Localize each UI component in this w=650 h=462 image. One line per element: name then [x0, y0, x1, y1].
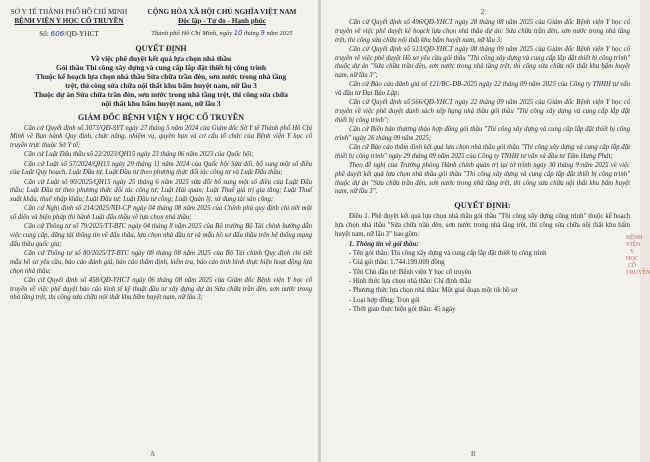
- page-letter: B: [471, 450, 476, 458]
- hospital-name: BỆNH VIỆN Y HỌC CỔ TRUYỀN: [14, 17, 124, 25]
- decision-heading: QUYẾT ĐỊNH:: [454, 201, 511, 210]
- legal-basis-paragraph: Căn cứ Luật Đấu thầu số 22/2023/QH15 ngày 23 tháng 06 năm 2023 của Quốc hội;: [24, 151, 254, 159]
- page-right: [320, 0, 650, 462]
- section-1-heading: 1. Thông tin về gói thầu:: [349, 240, 419, 248]
- article-1: Điều 1. Phê duyệt kết quả lựa chọn nhà thầu gói thầu "Thi công xây dựng công trình" thuộc kế hoạch lựa chọn nhà thầu "Sửa chữa trần đèn, sơn nước trong nhà tầng trệt, thi công sửa chữa nội thất khu bấm huyệt nam, nữ lầu 3" bao gồm:: [335, 213, 630, 238]
- agency-name: SỞ Y TẾ THÀNH PHỐ HỒ CHÍ MINH: [10, 8, 128, 16]
- subject-line: trệt, thi công sửa chữa nội thất khu bấm huyệt nam, nữ lầu 3: [65, 80, 257, 90]
- number-handwritten: 606: [50, 29, 65, 38]
- subject-line: nội thất khu bấm huyệt nam, nữ lầu 3: [101, 98, 221, 108]
- legal-basis-paragraph: Căn cứ Báo cáo đánh giá số 121/BC-ĐB-2025 ngày 22 tháng 09 năm 2025 của Công ty TNHH tư vấn và đầu tư Đại Bảo Lập;: [335, 81, 630, 97]
- package-info-item: - Loại hợp đồng: Trọn gói: [349, 296, 420, 304]
- legal-basis-list: [10, 125, 312, 304]
- package-info-item: - Phương thức lựa chọn nhà thầu: Một giai đoạn một túi hồ sơ: [349, 287, 518, 295]
- legal-basis-paragraph: Căn cứ Báo cáo thẩm định kết quả lựa chọn nhà thầu gói thầu "Thi công xây dựng và cung cấp lắp đặt thiết bị công trình" ngày 29 tháng 09 năm 2025 của Công ty TNHH tư vấn và đầu tư Tâm Hưng Phát;: [335, 144, 630, 160]
- package-info-item: - Giá gói thầu: 1.744.199.009 đồng: [349, 259, 445, 267]
- subject-line: Thuộc dự án Sửa chữa trần đèn, sơn nước trong nhà tầng trệt, thi công sửa chữa: [34, 89, 288, 99]
- legal-basis-paragraph: Căn cứ Nghị định số 214/2025/NĐ-CP ngày 04 tháng 08 năm 2025 của Chính phủ quy định chi tiết một số điều và biện pháp thi hành Luật đấu thầu về lựa chọn nhà thầu;: [10, 205, 312, 222]
- document-number: Số: 606/QĐ-YHCT: [39, 29, 99, 38]
- package-info-item: - Thời gian thực hiện gói thầu: 45 ngày: [349, 305, 456, 313]
- legal-basis-paragraph: Căn cứ Luật số 90/2025/QH15 ngày 25 tháng 6 năm 2025 sửa đổi bổ sung một số điều của Luật Đấu thầu; Luật Đầu tư theo phương thức đối tác công tư; Luật Hải quan; Luật Thuế giá trị gia tăng; Luật Thuế xuất khẩu, thuế nhập khẩu; Luật Đầu tư; Luật Đầu tư công; Luật Quản lý, sử dụng tài sản công;: [10, 178, 312, 204]
- page-left: [0, 0, 320, 462]
- package-info-item: - Tên Chủ đầu tư: Bệnh viện Y học cổ truyền: [349, 268, 472, 276]
- legal-basis-paragraph: Căn cứ Quyết định số 3073/QĐ-SYT ngày 27 tháng 5 năm 2024 của Giám đốc Sở Y tế Thành phố Hồ Chí Minh về Ban hành Quy định, chức năng, nhiệm vụ, quyền hạn và cơ cấu tổ chức của Bệnh viện Y học cổ truyền trực thuộc Sở Y tế;: [10, 124, 312, 150]
- legal-basis-paragraph: Căn cứ Quyết định số 513/QĐ-YHCT ngày 08 tháng 09 năm 2025 của Giám đốc Bệnh viện Y học cổ truyền về việc phê duyệt Hồ sơ yêu cầu gói thầu "Thi công xây dựng và cung cấp lắp đặt thiết bị công trình" thuộc dự án "Sửa chữa trần đèn, sơn nước trong nhà tầng trệt, thi công sửa chữa nội thất khu bấm huyệt nam, nữ lầu 3";: [335, 45, 630, 79]
- director-heading: GIÁM ĐỐC BỆNH VIỆN Y HỌC CỔ TRUYỀN: [77, 112, 244, 122]
- legal-basis-paragraph: Căn cứ Luật số 57/2024/QH15 ngày 29 tháng 11 năm 2024 của Quốc hội Sửa đổi, bổ sung một số điều của Luật Quy hoạch, Luật Đầu tư, Luật Đầu tư theo phương thức đối tác công tư và Luật Đấu thầu;: [10, 160, 312, 177]
- legal-basis-paragraph: Căn cứ Quyết định số 566/QĐ-YHCT ngày 22 tháng 09 năm 2025 của Giám đốc Bệnh viện Y học cổ truyền về việc phê duyệt danh sách xếp hạng nhà thầu gói thầu "Thi công xây dựng và cung cấp lắp đặt thiết bị công trình";: [335, 99, 630, 124]
- red-stamp-fragment: BỆNH VIỆN Y HỌC CỔ TRUYỀN: [626, 235, 650, 276]
- motto: Độc lập - Tự do - Hạnh phúc: [178, 17, 266, 25]
- subject-line: Thuộc kế hoạch lựa chọn nhà thầu Sửa chữa trần đèn, sơn nước trong nhà tầng: [35, 71, 287, 81]
- subject-line: Về việc phê duyệt kết quả lựa chọn nhà thầu: [90, 53, 232, 63]
- republic-name: CỘNG HÒA XÃ HỘI CHỦ NGHĨA VIỆT NAM: [147, 8, 297, 16]
- legal-basis-paragraph: Căn cứ Biên bản thương thảo hợp đồng gói thầu "Thi công xây dựng và cung cấp lắp đặt thiết bị công trình" ngày 26 tháng 09 năm 2025;: [335, 126, 630, 142]
- page-letter: A: [150, 450, 156, 458]
- legal-basis-paragraph: Theo đề nghị của Trưởng phòng Hành chính quản trị tại tờ trình ngày 30 tháng 9 năm 2025 về việc phê duyệt kết quả lựa chọn nhà thầu gói thầu "Thi công xây dựng và cung cấp lắp đặt thiết bị công trình" thuộc dự án "Sửa chữa trần đèn, sơn nước trong nhà tầng trệt, thi công sửa chữa nội thất khu bấm huyệt nam, nữ lầu 3".: [335, 162, 630, 196]
- package-info-item: - Tên gói thầu: Thi công xây dựng và cung cấp lắp đặt thiết bị công trình: [349, 250, 547, 258]
- document-date: Thành phố Hồ Chí Minh, ngày 10 tháng 9 năm 2025: [151, 29, 293, 37]
- legal-basis-paragraph: Căn cứ Quyết định số 496/QĐ-YHCT ngày 28 tháng 08 năm 2025 của Giám đốc Bệnh viện Y học cổ truyền về việc phê duyệt kế hoạch lựa chọn nhà thầu dự án: Sửa chữa trần đèn, sơn nước trong nhà tầng trệt, thi công sửa chữa nội thất khu bấm huyệt nam, nữ lầu 3;: [335, 19, 630, 44]
- legal-basis-paragraph: Căn cứ Quyết định số 458/QĐ-YHCT ngày 06 tháng 08 năm 2025 của Giám đốc Bệnh viện Y học cổ truyền về việc phê duyệt báo cáo kinh tế kỹ thuật đầu tư xây dựng dự án Sửa chữa trần đèn, sơn nước trong nhà tầng trệt, thi công sửa chữa nội thất khu bấm huyệt nam, nữ lầu 3;: [10, 276, 312, 302]
- decision-title: QUYẾT ĐỊNH: [135, 44, 187, 53]
- republic-block: [132, 8, 312, 39]
- document-header: [10, 8, 312, 39]
- legal-basis-continued: [335, 19, 630, 197]
- page-number: 2: [480, 8, 485, 16]
- package-info-list: [335, 249, 630, 314]
- legal-basis-paragraph: Căn cứ Thông tư số 80/2025/TT-BTC ngày 08 tháng 08 năm 2025 của Bộ Tài chính Quy định chi tiết mẫu hồ sơ yêu cầu, báo cáo đánh giá, báo cáo thẩm định, kiểm tra, báo cáo tình hình thực hiện hoạt động lựa chọn nhà thầu;: [10, 250, 312, 275]
- subject-line: Gói thầu Thi công xây dựng và cung cấp lắp đặt thiết bị công trình: [55, 62, 267, 72]
- decision-subject: [10, 54, 312, 108]
- package-info-item: - Hình thức lựa chọn nhà thầu: Chỉ định thầu: [349, 277, 471, 285]
- legal-basis-paragraph: Căn cứ Thông tư số 79/2025/TT-BTC ngày 04 tháng 8 năm 2025 của Bộ trưởng Bộ Tài chính hướng dẫn việc cung cấp, đăng tải thông tin về đấu thầu, lựa chọn nhà đầu tư và mẫu hồ sơ đấu thầu trên hệ thống mạng đấu thầu quốc gia;: [10, 223, 312, 248]
- agency-block: [10, 8, 128, 39]
